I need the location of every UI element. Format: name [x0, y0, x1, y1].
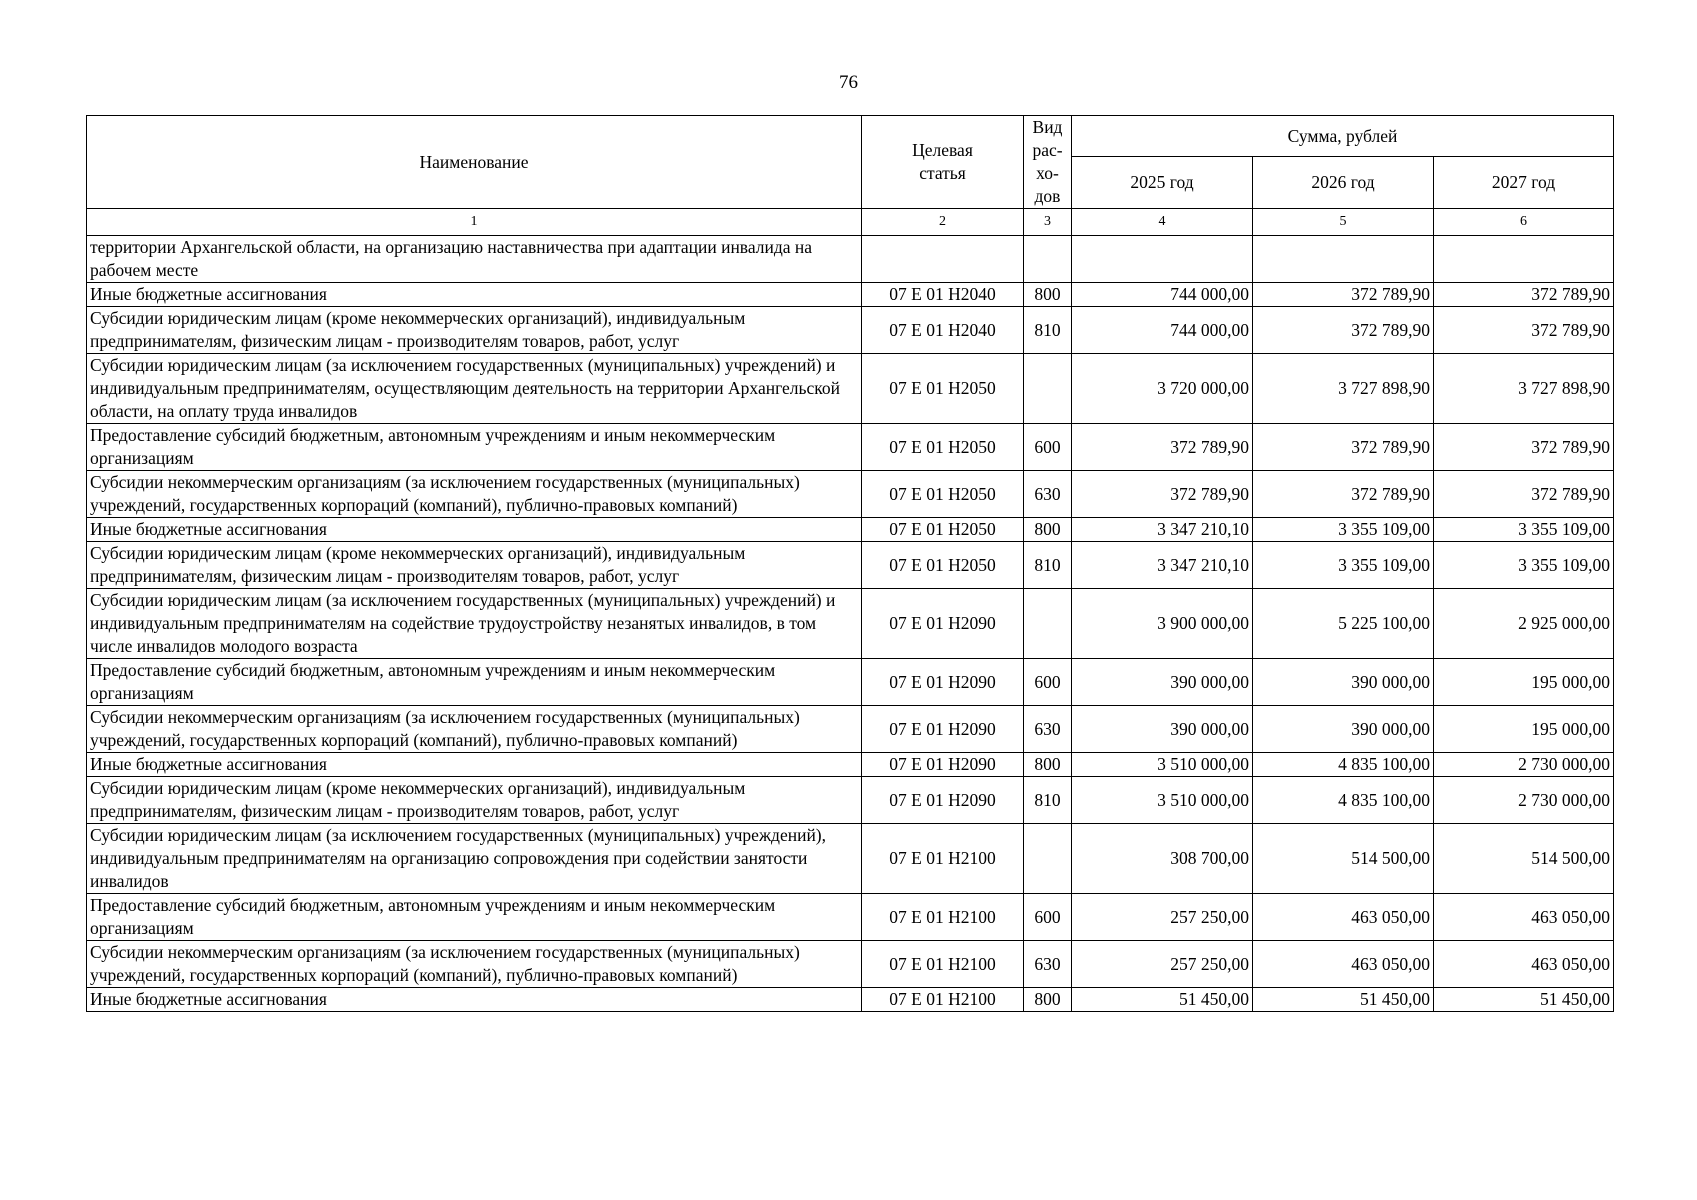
- column-number: 2: [862, 209, 1024, 236]
- row-amount-2025-cell: 257 250,00: [1072, 941, 1253, 988]
- row-expense-type-cell: 800: [1024, 283, 1072, 307]
- row-expense-type-cell: 800: [1024, 518, 1072, 542]
- row-amount-2027-cell: 2 730 000,00: [1434, 777, 1614, 824]
- row-expense-type-cell: 810: [1024, 542, 1072, 589]
- row-amount-2026-cell: 372 789,90: [1253, 283, 1434, 307]
- row-amount-2026-cell: 4 835 100,00: [1253, 777, 1434, 824]
- row-target-article-cell: 07 Е 01 Н2090: [862, 753, 1024, 777]
- row-amount-2025-cell: 372 789,90: [1072, 424, 1253, 471]
- row-amount-2026-cell: 390 000,00: [1253, 659, 1434, 706]
- row-name-cell: Субсидии юридическим лицам (кроме некоммерческих организаций), индивидуальным предпринимателям, физическим лицам - производителям товаров, работ, услуг: [87, 542, 862, 589]
- row-expense-type-cell: 800: [1024, 753, 1072, 777]
- row-amount-2025-cell: 3 510 000,00: [1072, 777, 1253, 824]
- table-row: [87, 236, 1614, 283]
- column-number: 4: [1072, 209, 1253, 236]
- header-expense-type-line: рас-: [1032, 140, 1063, 160]
- row-amount-2025-cell: 390 000,00: [1072, 659, 1253, 706]
- header-year-2027: 2027 год: [1434, 157, 1614, 209]
- table-row: [87, 753, 1614, 777]
- table-row: [87, 307, 1614, 354]
- row-name-cell: Субсидии юридическим лицам (кроме некоммерческих организаций), индивидуальным предпринимателям, физическим лицам - производителям товаров, работ, услуг: [87, 307, 862, 354]
- row-target-article-cell: 07 Е 01 Н2050: [862, 542, 1024, 589]
- table-row: [87, 988, 1614, 1012]
- row-name-cell: Субсидии некоммерческим организациям (за исключением государственных (муниципальных) учреждений, государственных корпораций (компаний), публично-правовых компаний): [87, 941, 862, 988]
- row-target-article-cell: 07 Е 01 Н2100: [862, 941, 1024, 988]
- row-amount-2026-cell: 5 225 100,00: [1253, 589, 1434, 659]
- table-row: [87, 941, 1614, 988]
- row-amount-2027-cell: 372 789,90: [1434, 424, 1614, 471]
- row-amount-2025-cell: 3 720 000,00: [1072, 354, 1253, 424]
- row-expense-type-cell: [1024, 236, 1072, 283]
- page-number: 76: [839, 72, 858, 93]
- table-row: [87, 542, 1614, 589]
- row-amount-2026-cell: 372 789,90: [1253, 307, 1434, 354]
- table-row: [87, 824, 1614, 894]
- row-amount-2027-cell: 514 500,00: [1434, 824, 1614, 894]
- row-amount-2026-cell: 3 355 109,00: [1253, 542, 1434, 589]
- table-row: [87, 354, 1614, 424]
- header-target-article: [862, 116, 1024, 209]
- row-amount-2027-cell: 3 355 109,00: [1434, 518, 1614, 542]
- row-amount-2025-cell: 308 700,00: [1072, 824, 1253, 894]
- row-name-cell: Субсидии юридическим лицам (за исключением государственных (муниципальных) учреждений) и индивидуальным предпринимателям, осуществляющим деятельность на территории Архангельской области, на оплату труда инвалидов: [87, 354, 862, 424]
- row-amount-2027-cell: 372 789,90: [1434, 283, 1614, 307]
- row-amount-2027-cell: 3 355 109,00: [1434, 542, 1614, 589]
- row-target-article-cell: 07 Е 01 Н2050: [862, 354, 1024, 424]
- row-target-article-cell: 07 Е 01 Н2050: [862, 471, 1024, 518]
- table-row: [87, 471, 1614, 518]
- row-expense-type-cell: 810: [1024, 777, 1072, 824]
- row-amount-2026-cell: 390 000,00: [1253, 706, 1434, 753]
- table-row: [87, 894, 1614, 941]
- row-amount-2026-cell: 4 835 100,00: [1253, 753, 1434, 777]
- row-expense-type-cell: 600: [1024, 424, 1072, 471]
- row-target-article-cell: 07 Е 01 Н2100: [862, 988, 1024, 1012]
- column-number: 1: [87, 209, 862, 236]
- row-amount-2026-cell: 51 450,00: [1253, 988, 1434, 1012]
- row-amount-2027-cell: 3 727 898,90: [1434, 354, 1614, 424]
- row-amount-2027-cell: 51 450,00: [1434, 988, 1614, 1012]
- row-amount-2026-cell: 372 789,90: [1253, 424, 1434, 471]
- row-amount-2025-cell: 3 347 210,10: [1072, 518, 1253, 542]
- row-amount-2025-cell: 744 000,00: [1072, 283, 1253, 307]
- header-year-2026: 2026 год: [1253, 157, 1434, 209]
- row-target-article-cell: 07 Е 01 Н2090: [862, 777, 1024, 824]
- row-amount-2027-cell: 195 000,00: [1434, 659, 1614, 706]
- row-expense-type-cell: 600: [1024, 894, 1072, 941]
- row-amount-2027-cell: 2 730 000,00: [1434, 753, 1614, 777]
- table-body: [87, 236, 1614, 1012]
- row-expense-type-cell: 630: [1024, 941, 1072, 988]
- row-amount-2025-cell: 390 000,00: [1072, 706, 1253, 753]
- row-amount-2027-cell: 195 000,00: [1434, 706, 1614, 753]
- row-amount-2026-cell: 3 727 898,90: [1253, 354, 1434, 424]
- row-expense-type-cell: [1024, 354, 1072, 424]
- row-target-article-cell: 07 Е 01 Н2090: [862, 589, 1024, 659]
- row-amount-2025-cell: 3 900 000,00: [1072, 589, 1253, 659]
- row-name-cell: Субсидии юридическим лицам (за исключением государственных (муниципальных) учреждений) и индивидуальным предпринимателям на содействие трудоустройству незанятых инвалидов, в том числе инвалидов молодого возраста: [87, 589, 862, 659]
- row-amount-2025-cell: 3 510 000,00: [1072, 753, 1253, 777]
- row-name-cell: Иные бюджетные ассигнования: [87, 518, 862, 542]
- header-name: Наименование: [87, 116, 862, 209]
- row-amount-2025-cell: 257 250,00: [1072, 894, 1253, 941]
- column-numbers-row: [87, 209, 1614, 236]
- row-amount-2027-cell: 463 050,00: [1434, 894, 1614, 941]
- row-target-article-cell: 07 Е 01 Н2040: [862, 283, 1024, 307]
- row-name-cell: Иные бюджетные ассигнования: [87, 753, 862, 777]
- row-target-article-cell: 07 Е 01 Н2100: [862, 824, 1024, 894]
- row-name-cell: Предоставление субсидий бюджетным, автономным учреждениям и иным некоммерческим организациям: [87, 424, 862, 471]
- row-amount-2026-cell: 514 500,00: [1253, 824, 1434, 894]
- table-row: [87, 518, 1614, 542]
- row-name-cell: Иные бюджетные ассигнования: [87, 283, 862, 307]
- row-amount-2026-cell: 3 355 109,00: [1253, 518, 1434, 542]
- table-row: [87, 706, 1614, 753]
- row-amount-2027-cell: 372 789,90: [1434, 471, 1614, 518]
- row-amount-2025-cell: 372 789,90: [1072, 471, 1253, 518]
- row-name-cell: территории Архангельской области, на организацию наставничества при адаптации инвалида на рабочем месте: [87, 236, 862, 283]
- table-row: [87, 659, 1614, 706]
- header-year-2025: 2025 год: [1072, 157, 1253, 209]
- row-name-cell: Предоставление субсидий бюджетным, автономным учреждениям и иным некоммерческим организациям: [87, 894, 862, 941]
- row-target-article-cell: 07 Е 01 Н2090: [862, 706, 1024, 753]
- row-amount-2027-cell: 372 789,90: [1434, 307, 1614, 354]
- row-expense-type-cell: 800: [1024, 988, 1072, 1012]
- table-row: [87, 283, 1614, 307]
- header-sum: Сумма, рублей: [1072, 116, 1614, 157]
- row-target-article-cell: 07 Е 01 Н2050: [862, 424, 1024, 471]
- row-amount-2025-cell: 3 347 210,10: [1072, 542, 1253, 589]
- row-expense-type-cell: [1024, 589, 1072, 659]
- row-expense-type-cell: 600: [1024, 659, 1072, 706]
- header-expense-type-line: Вид: [1032, 117, 1063, 137]
- row-name-cell: Субсидии некоммерческим организациям (за исключением государственных (муниципальных) учреждений, государственных корпораций (компаний), публично-правовых компаний): [87, 706, 862, 753]
- row-expense-type-cell: [1024, 824, 1072, 894]
- row-target-article-cell: [862, 236, 1024, 283]
- row-amount-2026-cell: 372 789,90: [1253, 471, 1434, 518]
- table-row: [87, 589, 1614, 659]
- row-target-article-cell: 07 Е 01 Н2090: [862, 659, 1024, 706]
- row-amount-2025-cell: [1072, 236, 1253, 283]
- row-amount-2026-cell: [1253, 236, 1434, 283]
- row-name-cell: Субсидии юридическим лицам (за исключением государственных (муниципальных) учреждений), индивидуальным предпринимателям на организацию сопровождения при содействии занятости инвалидов: [87, 824, 862, 894]
- row-expense-type-cell: 810: [1024, 307, 1072, 354]
- header-expense-type-line: дов: [1034, 186, 1061, 206]
- row-amount-2026-cell: 463 050,00: [1253, 894, 1434, 941]
- row-target-article-cell: 07 Е 01 Н2040: [862, 307, 1024, 354]
- column-number: 6: [1434, 209, 1614, 236]
- row-name-cell: Иные бюджетные ассигнования: [87, 988, 862, 1012]
- header-target-article-text: Целевая статья: [912, 140, 973, 183]
- row-amount-2025-cell: 51 450,00: [1072, 988, 1253, 1012]
- table-row: [87, 777, 1614, 824]
- header-expense-type: [1024, 116, 1072, 209]
- header-expense-type-line: хо-: [1036, 163, 1059, 183]
- column-number: 3: [1024, 209, 1072, 236]
- row-expense-type-cell: 630: [1024, 706, 1072, 753]
- row-amount-2027-cell: 2 925 000,00: [1434, 589, 1614, 659]
- budget-table: [86, 115, 1614, 1012]
- row-name-cell: Субсидии юридическим лицам (кроме некоммерческих организаций), индивидуальным предпринимателям, физическим лицам - производителям товаров, работ, услуг: [87, 777, 862, 824]
- row-expense-type-cell: 630: [1024, 471, 1072, 518]
- table-row: [87, 424, 1614, 471]
- row-amount-2025-cell: 744 000,00: [1072, 307, 1253, 354]
- row-name-cell: Предоставление субсидий бюджетным, автономным учреждениям и иным некоммерческим организациям: [87, 659, 862, 706]
- header-row-top: [87, 116, 1614, 157]
- row-target-article-cell: 07 Е 01 Н2100: [862, 894, 1024, 941]
- row-amount-2027-cell: [1434, 236, 1614, 283]
- row-amount-2026-cell: 463 050,00: [1253, 941, 1434, 988]
- row-name-cell: Субсидии некоммерческим организациям (за исключением государственных (муниципальных) учреждений, государственных корпораций (компаний), публично-правовых компаний): [87, 471, 862, 518]
- row-target-article-cell: 07 Е 01 Н2050: [862, 518, 1024, 542]
- column-number: 5: [1253, 209, 1434, 236]
- row-amount-2027-cell: 463 050,00: [1434, 941, 1614, 988]
